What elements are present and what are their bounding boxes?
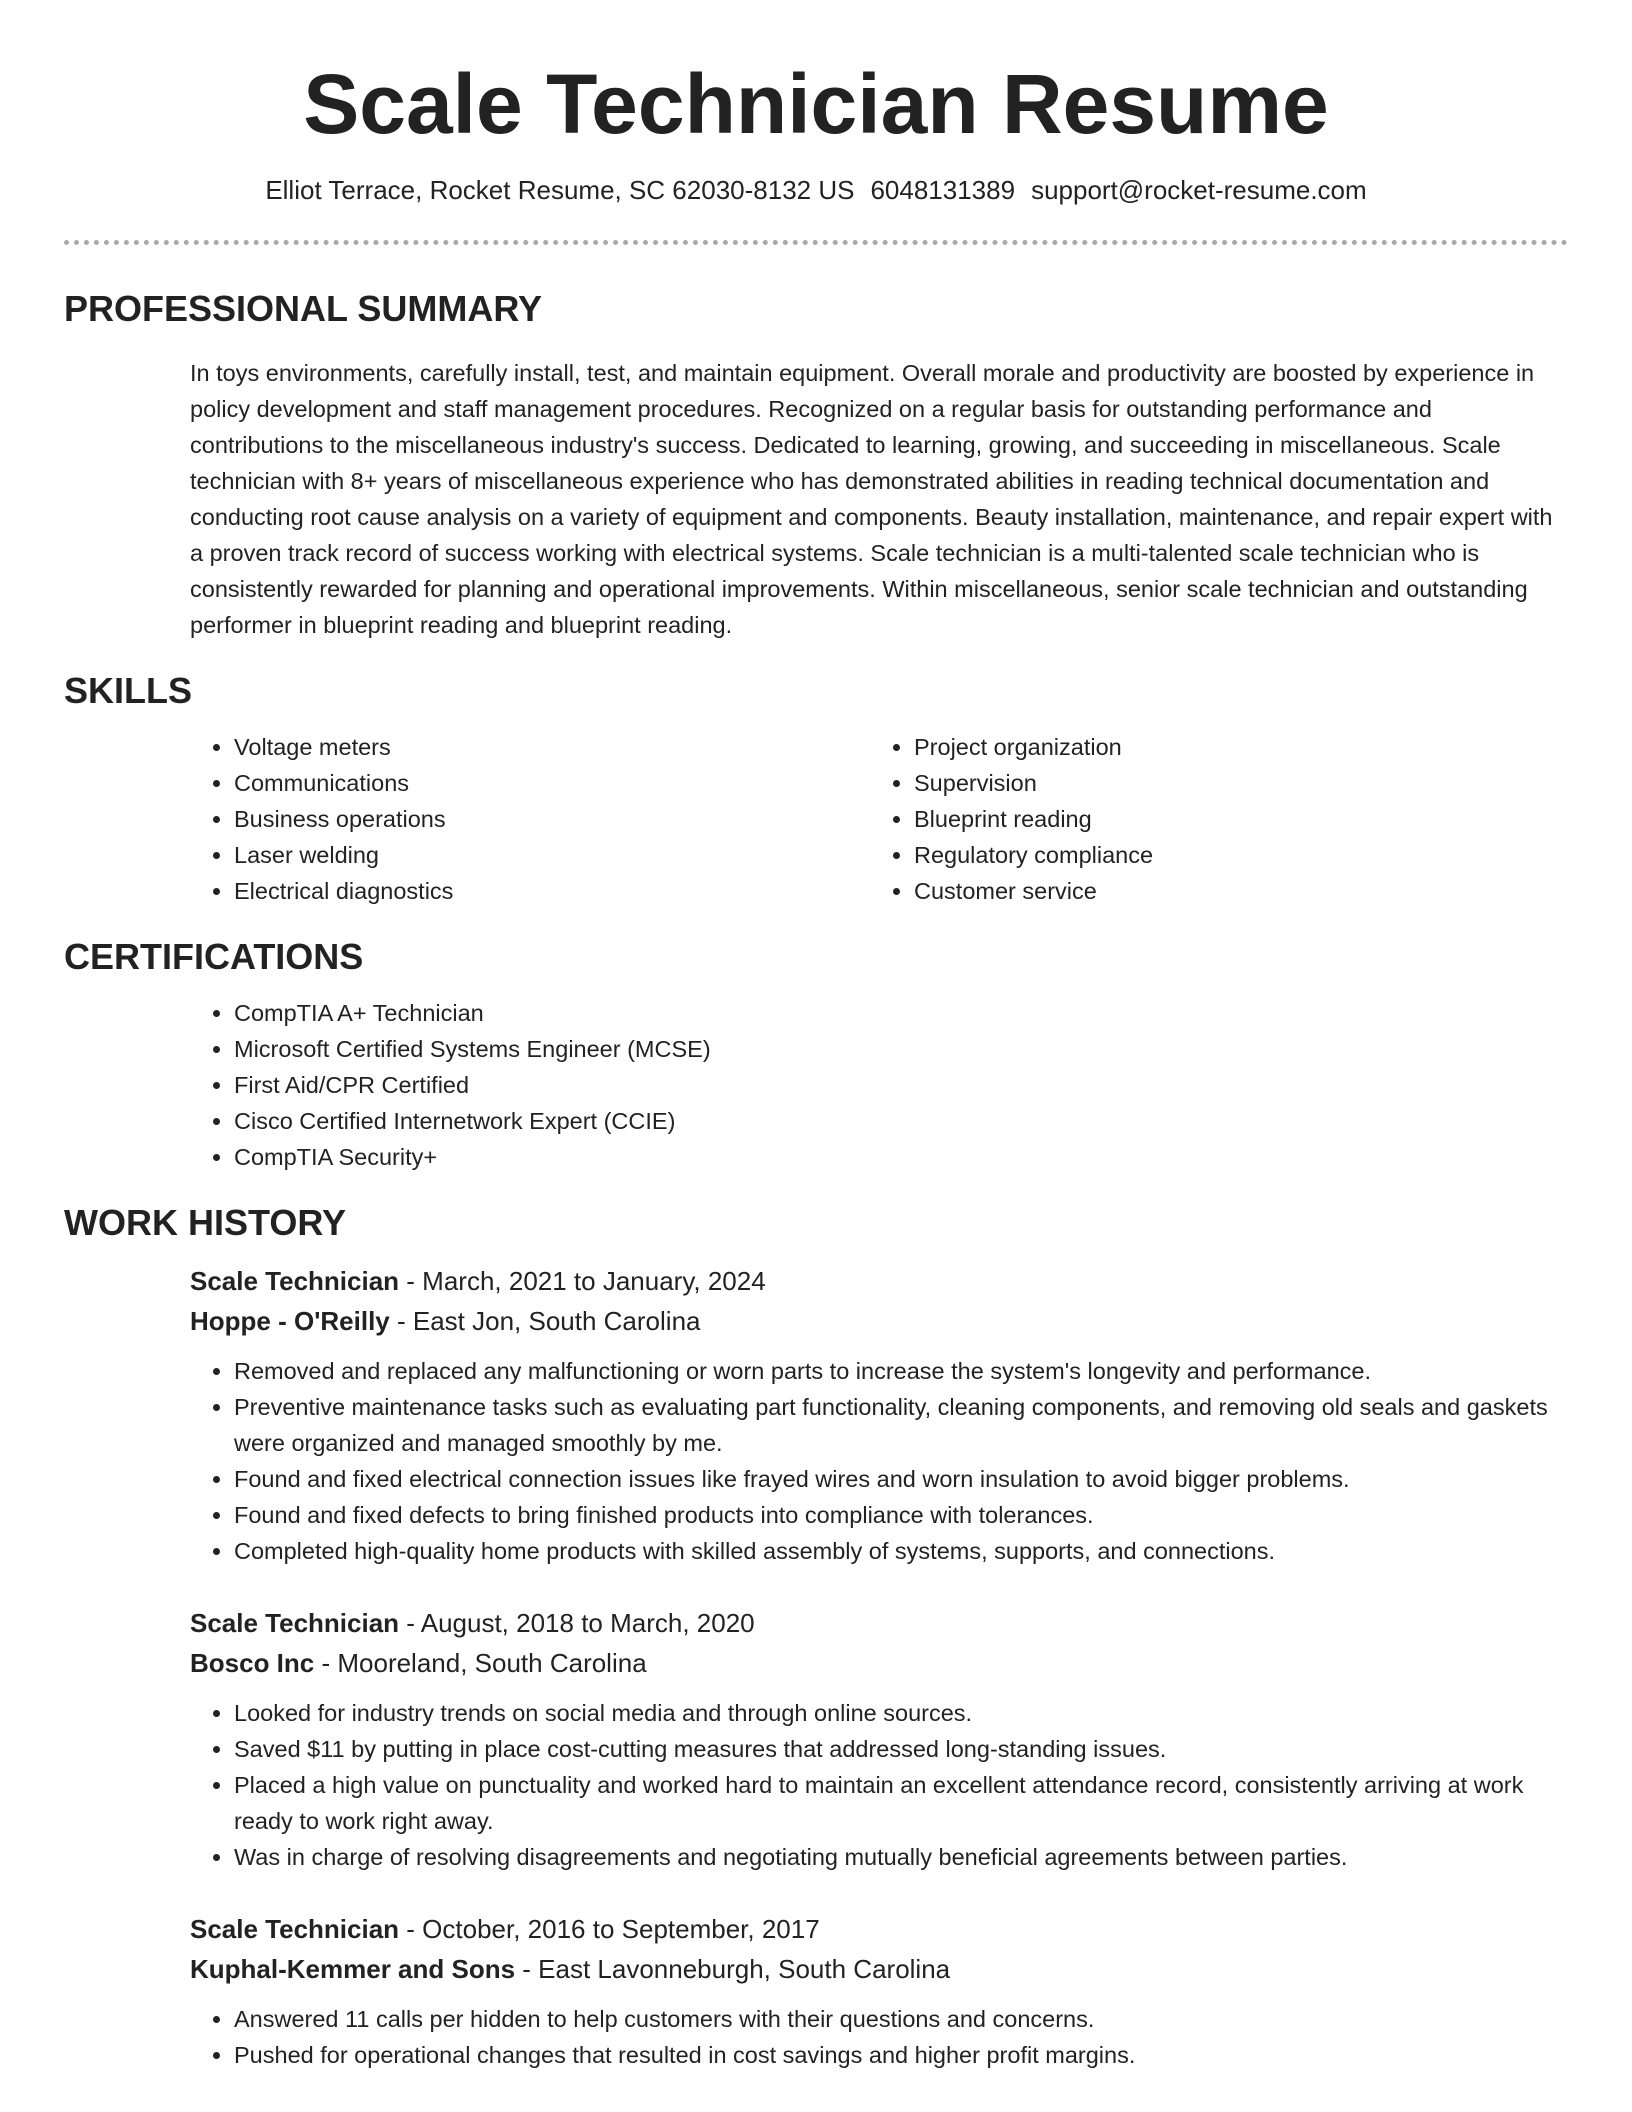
certification-item: • CompTIA A+ Technician <box>234 995 1568 1031</box>
job-duty: • Placed a high value on punctuality and worked hard to maintain an excellent attendance record, consistently arriving at work ready to work right away. <box>234 1767 1568 1839</box>
job-title-line: Scale Technician - October, 2016 to September, 2017 <box>190 1914 820 1944</box>
certification-item: • Cisco Certified Internetwork Expert (CCIE) <box>234 1103 1568 1139</box>
job-company: Kuphal-Kemmer and Sons <box>190 1954 516 1984</box>
job-title: Scale Technician <box>190 1608 400 1638</box>
job-duty: • Found and fixed defects to bring finished products into compliance with tolerances. <box>234 1497 1568 1533</box>
job-duty: • Found and fixed electrical connection issues like frayed wires and worn insulation to avoid bigger problems. <box>234 1461 1568 1497</box>
skill-item: • Blueprint reading <box>914 801 1550 837</box>
resume-title: Scale Technician Resume <box>303 57 1329 151</box>
job-company-line: Bosco Inc - Mooreland, South Carolina <box>190 1648 647 1678</box>
job-location: East Lavonneburgh, South Carolina <box>538 1954 951 1984</box>
skills-list-right <box>870 729 1550 909</box>
skill-item: • Business operations <box>234 801 870 837</box>
job-company-line: Hoppe - O'Reilly - East Jon, South Carolina <box>190 1306 701 1336</box>
certification-item: • Microsoft Certified Systems Engineer (MCSE) <box>234 1031 1568 1067</box>
job-dates: August, 2018 to March, 2020 <box>420 1608 755 1638</box>
certifications-block <box>190 995 1568 1175</box>
skill-item: • Supervision <box>914 765 1550 801</box>
job-duty: • Saved $11 by putting in place cost-cutting measures that addressed long-standing issues. <box>234 1731 1568 1767</box>
job-title-line: Scale Technician - August, 2018 to March, 2020 <box>190 1608 755 1638</box>
contact-phone: 6048131389 <box>870 175 1016 205</box>
contact-address: Elliot Terrace, Rocket Resume, SC 62030-8132 US <box>265 175 855 205</box>
job-duties-list <box>190 1695 1568 1875</box>
certifications-list <box>190 995 1568 1175</box>
job-duties-list <box>190 1353 1568 1569</box>
job-duty: • Removed and replaced any malfunctioning or worn parts to increase the system's longevity and performance. <box>234 1353 1568 1389</box>
job-company-line: Kuphal-Kemmer and Sons - East Lavonneburgh, South Carolina <box>190 1954 951 1984</box>
skills-heading: SKILLS <box>64 670 193 711</box>
job-entry <box>190 1261 1568 1569</box>
summary-heading: PROFESSIONAL SUMMARY <box>64 288 543 329</box>
certifications-heading: CERTIFICATIONS <box>64 936 364 977</box>
header-divider <box>64 240 1568 245</box>
job-duty: • Preventive maintenance tasks such as evaluating part functionality, cleaning components, and removing old seals and gaskets were organized and managed smoothly by me. <box>234 1389 1568 1461</box>
job-company: Bosco Inc <box>190 1648 315 1678</box>
job-duty: • Was in charge of resolving disagreements and negotiating mutually beneficial agreements between parties. <box>234 1839 1568 1875</box>
job-dates: March, 2021 to January, 2024 <box>422 1266 766 1296</box>
job-duties-list <box>190 2001 1568 2073</box>
skill-item: • Customer service <box>914 873 1550 909</box>
job-title: Scale Technician <box>190 1266 400 1296</box>
skill-item: • Regulatory compliance <box>914 837 1550 873</box>
job-duty: • Completed high-quality home products with skilled assembly of systems, supports, and connections. <box>234 1533 1568 1569</box>
job-location: Mooreland, South Carolina <box>337 1648 647 1678</box>
contact-email: support@rocket-resume.com <box>1031 175 1367 205</box>
skill-item: • Voltage meters <box>234 729 870 765</box>
job-duty: • Pushed for operational changes that resulted in cost savings and higher profit margins. <box>234 2037 1568 2073</box>
job-entry <box>190 1909 1568 2073</box>
job-dates: October, 2016 to September, 2017 <box>422 1914 820 1944</box>
job-location: East Jon, South Carolina <box>412 1306 701 1336</box>
work-history-heading: WORK HISTORY <box>64 1202 347 1243</box>
skill-item: • Communications <box>234 765 870 801</box>
skills-grid <box>190 729 1568 909</box>
summary-text: In toys environments, carefully install, test, and maintain equipment. Overall morale and productivity are boosted by experience in policy development and staff management procedures. Recognized on a regular basis for outstanding performance and contributions to the miscellaneous industry's success. Dedicated to learning, growing, and succeeding in miscellaneous. Scale technician with 8+ years of miscellaneous experience who has demonstrated abilities in reading technical documentation and conducting root cause analysis on a variety of equipment and components. Beauty installation, maintenance, and repair expert with a proven track record of success working with electrical systems. Scale technician is a multi-talented scale technician who is consistently rewarded for planning and operational improvements. Within miscellaneous, senior scale technician and outstanding performer in blueprint reading and blueprint reading. <box>190 360 1553 638</box>
certification-item: • First Aid/CPR Certified <box>234 1067 1568 1103</box>
job-company: Hoppe - O'Reilly <box>190 1306 390 1336</box>
job-duty: • Answered 11 calls per hidden to help customers with their questions and concerns. <box>234 2001 1568 2037</box>
skill-item: • Laser welding <box>234 837 870 873</box>
resume-page <box>64 0 1568 2073</box>
job-title: Scale Technician <box>190 1914 400 1944</box>
certification-item: • CompTIA Security+ <box>234 1139 1568 1175</box>
skill-item: • Project organization <box>914 729 1550 765</box>
contact-line <box>64 172 1568 208</box>
skill-item: • Electrical diagnostics <box>234 873 870 909</box>
job-duty: • Looked for industry trends on social media and through online sources. <box>234 1695 1568 1731</box>
skills-list-left <box>190 729 870 909</box>
job-title-line: Scale Technician - March, 2021 to January, 2024 <box>190 1266 766 1296</box>
job-entry <box>190 1603 1568 1875</box>
